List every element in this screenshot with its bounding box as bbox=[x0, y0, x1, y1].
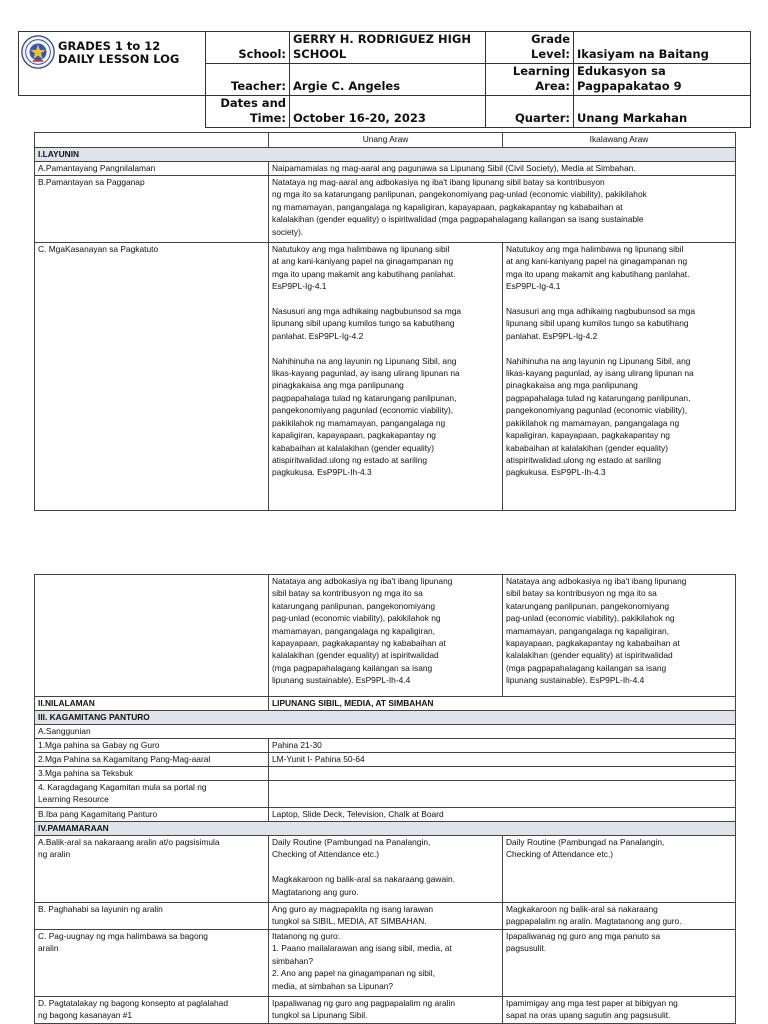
row-value-iba-pang-kagamitan: Laptop, Slide Deck, Television, Chalk at Board bbox=[269, 808, 736, 822]
row-label-blank bbox=[35, 575, 269, 697]
school-value: GERRY H. RODRIGUEZ HIGH SCHOOL bbox=[290, 32, 486, 64]
nilalaman-value: LIPUNANG SIBIL, MEDIA, AT SIMBAHAN bbox=[269, 697, 736, 711]
column-header-day1: Unang Araw bbox=[269, 133, 503, 148]
header-logo-cell bbox=[19, 32, 206, 96]
row-label-pag-uugnay: C. Pag-uugnay ng mga halimbawa sa bagong aralin bbox=[35, 930, 269, 997]
school-label: School: bbox=[206, 32, 290, 64]
dates-label: Dates and Time: bbox=[206, 96, 290, 128]
row-label-teksbuk: 3.Mga pahina sa Teksbuk bbox=[35, 767, 269, 781]
column-header-blank bbox=[35, 133, 269, 148]
objectives-table bbox=[34, 132, 736, 511]
row-label-iba-pang-kagamitan: B.Iba pang Kagamitang Panturo bbox=[35, 808, 269, 822]
section-layunin: I.LAYUNIN bbox=[35, 148, 736, 162]
header-table bbox=[18, 31, 751, 128]
log-title-line1: GRADES 1 to 12 bbox=[58, 39, 161, 53]
deped-seal-icon bbox=[21, 35, 55, 69]
row-value-kagamitang-mag-aaral: LM-Yunit I- Pahina 50-64 bbox=[269, 753, 736, 767]
row-label-pamantayan-sa-pagganap: B.Pamantayan sa Pagganap bbox=[35, 176, 269, 243]
row-continuation-day1: Natataya ang adbokasiya ng iba't ibang lipunang sibil batay sa kontribusyon ng mga ito sa katarungang panlipunan, pangekonomiyang pag-unlad (economic viability), pakikilahok ng mamamayan, pangangalaga ng kapaligiran, kapayapaan, pagkakapantay ng kababaihan at kalalakihan (gender equality) at ispiritwalidad (mga pagpapahalagang kailangan sa isang lipunang sustainable). EsP9PL-Ih-4.4 bbox=[269, 575, 503, 697]
row-value-gabay-guro: Pahina 21-30 bbox=[269, 739, 736, 753]
row-value-teksbuk bbox=[269, 767, 736, 781]
learning-area-value: Edukasyon sa Pagpapakatao 9 bbox=[574, 64, 751, 96]
row-balik-aral-day2: Daily Routine (Pambungad na Panalangin, Checking of Attendance etc.) bbox=[503, 836, 736, 903]
row-label-kagamitang-mag-aaral: 2.Mga Pahina sa Kagamitang Pang-Mag-aaral bbox=[35, 753, 269, 767]
row-label-portal: 4. Karagdagang Kagamitan mula sa portal ng Learning Resource bbox=[35, 781, 269, 808]
row-label-pamantayang-pangnilalaman: A.Pamantayang Pangnilalaman bbox=[35, 162, 269, 176]
section-kagamitan: III. KAGAMITANG PANTURO bbox=[35, 711, 736, 725]
row-paghahabi-day1: Ang guro ay magpapakita ng isang larawan tungkol sa SIBIL, MEDIA, AT SIMBAHAN. bbox=[269, 903, 503, 930]
row-label-gabay-guro: 1.Mga pahina sa Gabay ng Guro bbox=[35, 739, 269, 753]
row-pag-uugnay-day2: Ipapaliwanag ng guro ang mga panuto sa pagsusulit. bbox=[503, 930, 736, 997]
quarter-value: Unang Markahan bbox=[574, 96, 751, 128]
row-value-pamantayang-pangnilalaman: Naipamamalas ng mag-aaral ang pagunawa sa Lipunang Sibil (Civil Society), Media at Simbahan. bbox=[269, 162, 736, 176]
section-nilalaman: II.NILALAMAN bbox=[35, 697, 269, 711]
dates-value: October 16-20, 2023 bbox=[290, 96, 486, 128]
row-pagtatalakay-day2: Ipamimigay ang mga test paper at bibigyan ng sapat na oras upang sagutin ang pagsusulit. bbox=[503, 997, 736, 1024]
row-paghahabi-day2: Magkakaroon ng balik-aral sa nakaraang pagpapalalim ng aralin. Magtatanong ang guro. bbox=[503, 903, 736, 930]
teacher-label: Teacher: bbox=[206, 64, 290, 96]
row-label-pagtatalakay: D. Pagtatalakay ng bagong konsepto at paglalahad ng bagong kasanayan #1 bbox=[35, 997, 269, 1024]
row-value-portal bbox=[269, 781, 736, 808]
quarter-label: Quarter: bbox=[486, 96, 574, 128]
grade-level-label: Grade Level: bbox=[486, 32, 574, 64]
row-balik-aral-day1: Daily Routine (Pambungad na Panalangin, Checking of Attendance etc.) Magkakaroon ng balik-aral sa nakaraang gawain. Magtatanong ang guro. bbox=[269, 836, 503, 903]
row-pag-uugnay-day1: Itatanong ng guro: 1. Paano mailalarawan ang isang sibil, media, at simbahan? 2. Ano ang papel na ginagampanan ng sibil, media, at simbahan sa Lipunan? bbox=[269, 930, 503, 997]
row-label-kasanayan: C. MgaKasanayan sa Pagkatuto bbox=[35, 243, 269, 511]
teacher-value: Argie C. Angeles bbox=[290, 64, 486, 96]
column-header-day2: Ikalawang Araw bbox=[503, 133, 736, 148]
log-title-line2: DAILY LESSON LOG bbox=[58, 52, 180, 66]
row-sanggunian: A.Sanggunian bbox=[35, 725, 736, 739]
grade-level-value: Ikasiyam na Baitang bbox=[574, 32, 751, 64]
section-pamamaraan: IV.PAMAMARAAN bbox=[35, 822, 736, 836]
row-pagtatalakay-day1: Ipapaliwanag ng guro ang pagpapalalim ng aralin tungkol sa Lipunang Sibil. bbox=[269, 997, 503, 1024]
row-value-pamantayan-sa-pagganap: Natataya ng mag-aaral ang adbokasiya ng iba't ibang lipunang sibil batay sa kontribusyon ng mga ito sa katarungang panlipunan, pangekonomiyang pag-unlad (economic viability), pakikilahok ng mamamayan, pangangalaga ng kapaligiran, kapayapaan, pagkakapantay ng kababaihan at kalalakihan (gender equality) o ispiritwalidad (mga pagpapahalagang kailangan sa isang sustainable society). bbox=[269, 176, 736, 243]
header-blank-cell bbox=[19, 96, 206, 128]
row-continuation-day2: Natataya ang adbokasiya ng iba't ibang lipunang sibil batay sa kontribusyon ng mga ito sa katarungang panlipunan, pangekonomiyang pag-unlad (economic viability), pakikilahok ng mamamayan, pangangalaga ng kapaligiran, kapayapaan, pagkakapantay ng kababaihan at kalalakihan (gender equality) at ispiritwalidad (mga pagpapahalagang kailangan sa isang lipunang sustainable). EsP9PL-Ih-4.4 bbox=[503, 575, 736, 697]
row-kasanayan-day2: Natutukoy ang mga halimbawa ng lipunang sibil at ang kani-kaniyang papel na ginagampanan ng mga ito upang makamit ang kabutihang panlahat. EsP9PL-Ig-4.1 Nasusuri ang mga adhikaing nagbubunsod sa mga lipunang sibil upang kumilos tungo sa kabutihang panlahat. EsP9PL-Ig-4.2 Nahihinuha na ang layunin ng Lipunang Sibil, ang likas-kayang pagunlad, ay isang ulirang lipunan na pinagkakaisa ang mga panlipunang pagpapahalaga tulad ng katarungang panlipunan, pangekonomiyang pagunlad (economic viability), pakikilahok ng mamamayan, pangangalaga ng kapaligiran, kapayapaan, pagkakapantay ng kababaihan at kalalakihan (gender equality) atispiritwalidad.ulong ng estado at sariling pagkukusa. EsP9PL-Ih-4.3 bbox=[503, 243, 736, 511]
row-label-balik-aral: A.Balik-aral sa nakaraang aralin at/o pagsisimula ng aralin bbox=[35, 836, 269, 903]
row-kasanayan-day1: Natutukoy ang mga halimbawa ng lipunang sibil at ang kani-kaniyang papel na ginagampanan ng mga ito upang makamit ang kabutihang panlahat. EsP9PL-Ig-4.1 Nasusuri ang mga adhikaing nagbubunsod sa mga lipunang sibil upang kumilos tungo sa kabutihang panlahat. EsP9PL-Ig-4.2 Nahihinuha na ang layunin ng Lipunang Sibil, ang likas-kayang pagunlad, ay isang ulirang lipunan na pinagkakaisa ang mga panlipunang pagpapahalaga tulad ng katarungang panlipunan, pangekonomiyang pagunlad (economic viability), pakikilahok ng mamamayan, pangangalaga ng kapaligiran, kapayapaan, pagkakapantay ng kababaihan at kalalakihan (gender equality) atispiritwalidad.ulong ng estado at sariling pagkukusa. EsP9PL-Ih-4.3 bbox=[269, 243, 503, 511]
learning-area-label: Learning Area: bbox=[486, 64, 574, 96]
row-label-paghahabi: B. Paghahabi sa layunin ng aralin bbox=[35, 903, 269, 930]
procedures-table bbox=[34, 574, 736, 1024]
